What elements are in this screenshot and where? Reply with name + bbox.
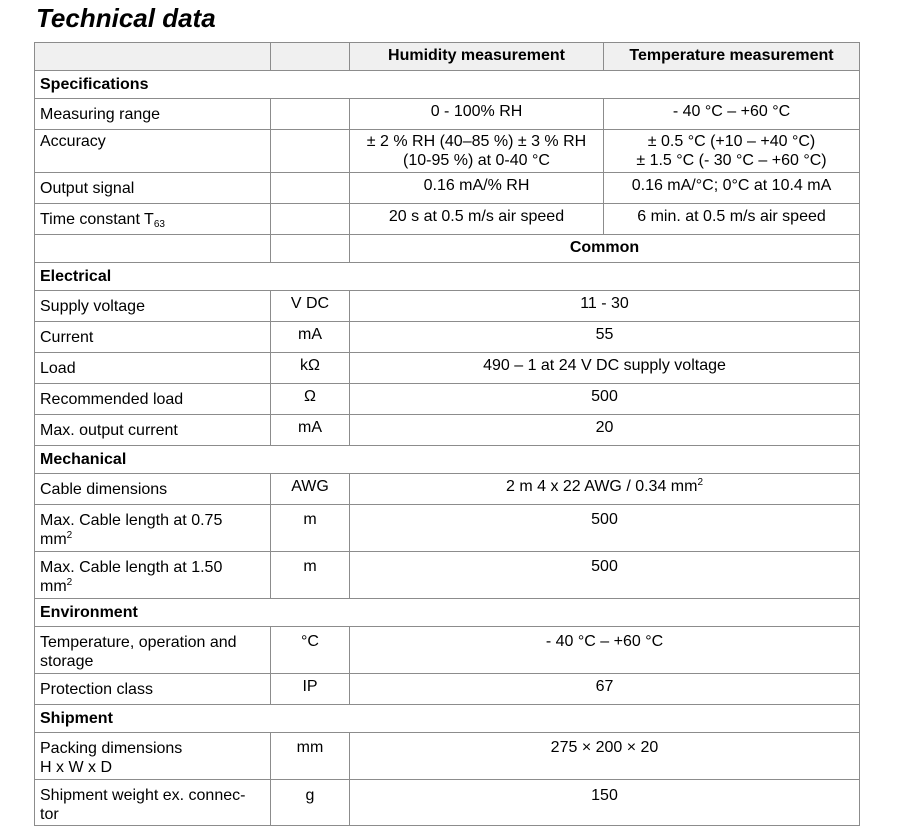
blank-cell	[271, 235, 350, 263]
table-row	[35, 173, 860, 204]
table-row	[35, 733, 860, 780]
unit-cell: mA	[271, 322, 350, 353]
section-heading: Specifications	[35, 71, 860, 99]
temperature-value: 0.16 mA/°C; 0°C at 10.4 mA	[604, 173, 860, 204]
row-label	[35, 204, 271, 235]
row-label-line: Temperature, operation and	[40, 634, 237, 651]
unit-cell	[271, 204, 350, 235]
page-title: Technical data	[36, 3, 216, 33]
section-row-mechanical	[35, 446, 860, 474]
superscript: 2	[697, 477, 704, 488]
table-row	[35, 415, 860, 446]
blank-cell	[35, 235, 271, 263]
row-label: Supply voltage	[35, 291, 271, 322]
value-cell	[350, 474, 860, 505]
technical-data-table-wrapper	[34, 42, 859, 826]
value-cell: 500	[350, 505, 860, 552]
superscript: 2	[66, 530, 73, 541]
section-row-shipment	[35, 705, 860, 733]
row-label: Accuracy	[35, 130, 271, 173]
humidity-value	[350, 130, 604, 173]
temperature-accuracy-line: ± 0.5 °C (+10 – +40 °C)	[647, 133, 816, 150]
row-label-line: Packing dimensions	[40, 740, 183, 757]
section-row-environment	[35, 599, 860, 627]
row-label	[35, 780, 271, 826]
table-row	[35, 130, 860, 173]
unit-cell: mA	[271, 415, 350, 446]
unit-cell: IP	[271, 674, 350, 705]
humidity-accuracy-line: (10-95 %) at 0-40 °C	[403, 152, 550, 169]
header-blank-cell	[35, 43, 271, 71]
row-label: Current	[35, 322, 271, 353]
table-row	[35, 627, 860, 674]
table-row	[35, 780, 860, 826]
unit-cell: °C	[271, 627, 350, 674]
unit-cell: m	[271, 505, 350, 552]
section-row-specifications	[35, 71, 860, 99]
section-heading: Electrical	[35, 263, 860, 291]
unit-cell: Ω	[271, 384, 350, 415]
table-row	[35, 204, 860, 235]
table-row	[35, 291, 860, 322]
table-row	[35, 505, 860, 552]
row-label: Protection class	[35, 674, 271, 705]
value-cell: 500	[350, 552, 860, 599]
section-heading: Environment	[35, 599, 860, 627]
value-cell: 67	[350, 674, 860, 705]
value-cell: 20	[350, 415, 860, 446]
row-label-line: Shipment weight ex. connec-	[40, 787, 246, 804]
row-label-text: Time constant T	[40, 211, 154, 228]
unit-cell	[271, 130, 350, 173]
row-label	[35, 552, 271, 599]
table-row	[35, 674, 860, 705]
row-label-line: Max. Cable length at 0.75	[40, 512, 223, 529]
row-label: Cable dimensions	[35, 474, 271, 505]
row-label: Measuring range	[35, 99, 271, 130]
unit-cell: kΩ	[271, 353, 350, 384]
row-label-line	[40, 530, 266, 549]
value-cell: 55	[350, 322, 860, 353]
table-row	[35, 552, 860, 599]
row-label: Recommended load	[35, 384, 271, 415]
value-cell: 150	[350, 780, 860, 826]
value-cell: 500	[350, 384, 860, 415]
humidity-accuracy-line: ± 2 % RH (40–85 %) ± 3 % RH	[366, 133, 587, 150]
row-label: Max. output current	[35, 415, 271, 446]
row-label: Output signal	[35, 173, 271, 204]
row-label	[35, 733, 271, 780]
unit-cell	[271, 173, 350, 204]
section-heading: Shipment	[35, 705, 860, 733]
header-humidity: Humidity measurement	[350, 43, 604, 71]
unit-cell: V DC	[271, 291, 350, 322]
value-cell: 490 – 1 at 24 V DC supply voltage	[350, 353, 860, 384]
value-cell: 11 - 30	[350, 291, 860, 322]
superscript: 2	[66, 577, 73, 588]
section-row-electrical	[35, 263, 860, 291]
value-text: 2 m 4 x 22 AWG / 0.34 mm	[505, 478, 698, 495]
temperature-value: 6 min. at 0.5 m/s air speed	[604, 204, 860, 235]
row-label-line: H x W x D	[40, 759, 112, 776]
table-row	[35, 384, 860, 415]
section-heading: Mechanical	[35, 446, 860, 474]
unit-cell	[271, 99, 350, 130]
header-temperature: Temperature measurement	[604, 43, 860, 71]
temperature-value: - 40 °C – +60 °C	[604, 99, 860, 130]
row-label-text: mm	[40, 578, 67, 595]
humidity-value: 0.16 mA/% RH	[350, 173, 604, 204]
header-blank-cell	[271, 43, 350, 71]
unit-cell: AWG	[271, 474, 350, 505]
row-label-line	[40, 577, 266, 596]
unit-cell: m	[271, 552, 350, 599]
table-header-row	[35, 43, 860, 71]
row-label-line: Max. Cable length at 1.50	[40, 559, 223, 576]
row-label-line: storage	[40, 653, 94, 670]
row-label	[35, 505, 271, 552]
temperature-accuracy-line: ± 1.5 °C (- 30 °C – +60 °C)	[636, 152, 827, 169]
table-row	[35, 322, 860, 353]
common-header-row	[35, 235, 860, 263]
value-cell: 275 × 200 × 20	[350, 733, 860, 780]
row-label-text: mm	[40, 531, 67, 548]
value-cell: - 40 °C – +60 °C	[350, 627, 860, 674]
row-label	[35, 627, 271, 674]
humidity-value: 0 - 100% RH	[350, 99, 604, 130]
unit-cell: mm	[271, 733, 350, 780]
humidity-value: 20 s at 0.5 m/s air speed	[350, 204, 604, 235]
row-label-line: tor	[40, 806, 59, 823]
common-heading: Common	[350, 235, 860, 263]
unit-cell: g	[271, 780, 350, 826]
temperature-value	[604, 130, 860, 173]
table-row	[35, 353, 860, 384]
table-row	[35, 474, 860, 505]
table-row	[35, 99, 860, 130]
subscript: 63	[153, 219, 165, 230]
row-label: Load	[35, 353, 271, 384]
technical-data-table	[34, 42, 860, 826]
